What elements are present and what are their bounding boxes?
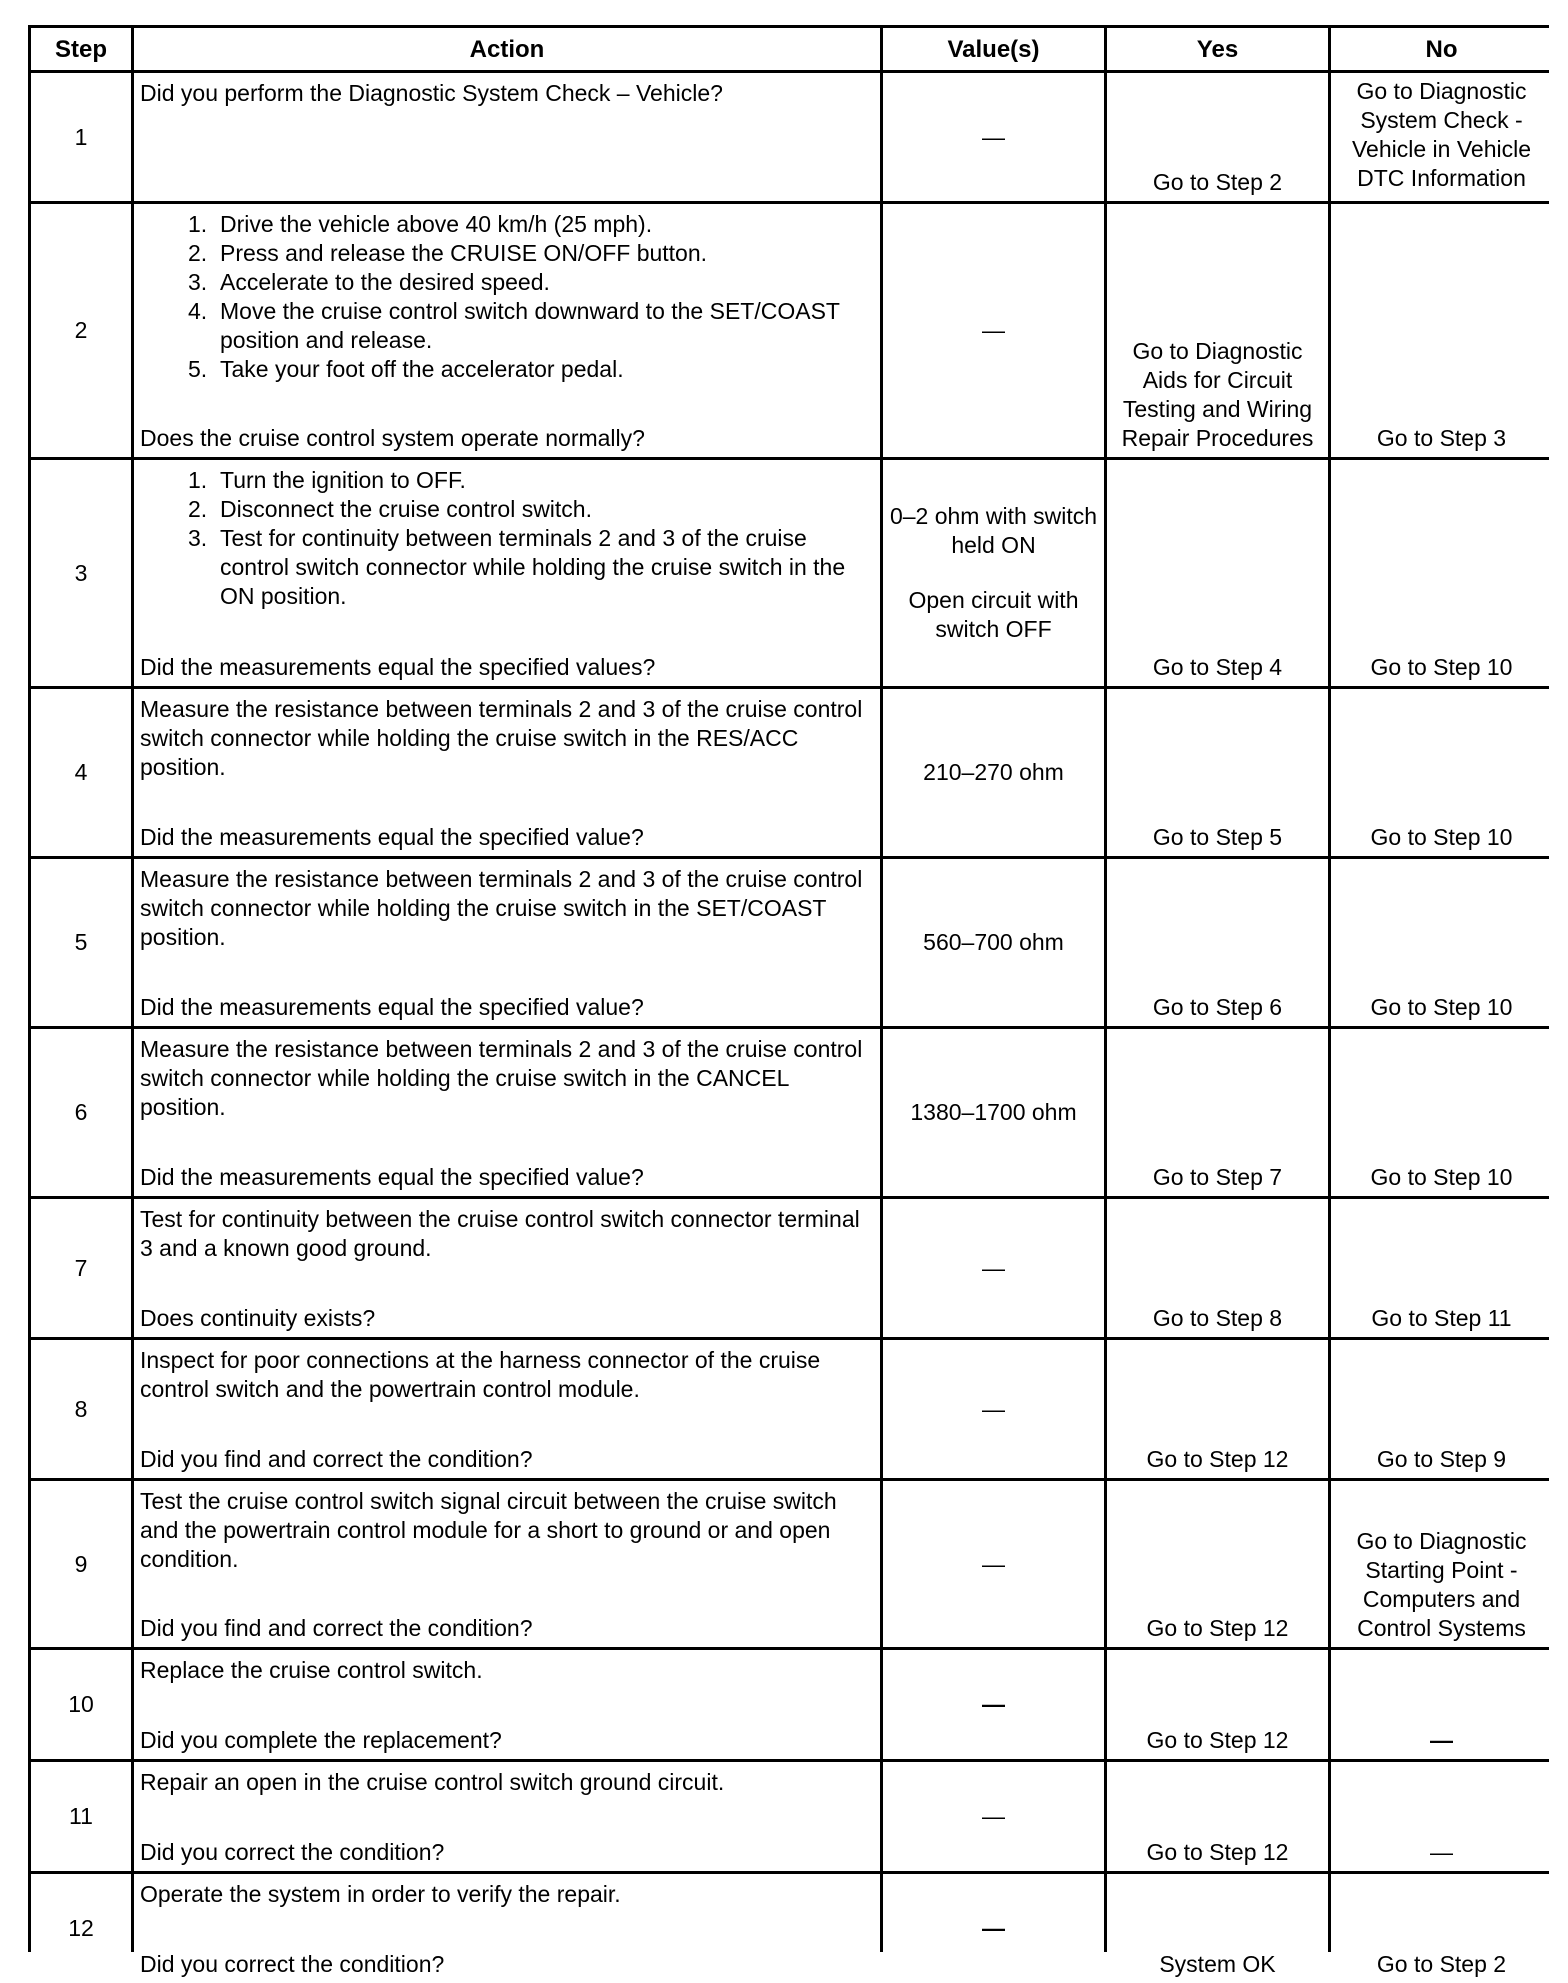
action-cell: [134, 1199, 880, 1337]
diagnostic-table: [28, 25, 1549, 1977]
yes-cell: [1107, 1340, 1328, 1478]
yes-text: System OK: [1159, 1951, 1276, 1977]
action-cell: [134, 1029, 880, 1196]
header-action: Action: [134, 28, 880, 70]
action-text: Replace the cruise control switch.: [140, 1657, 483, 1683]
yes-text: Go to Step 12: [1146, 1839, 1289, 1865]
action-question: Does continuity exists?: [140, 1305, 376, 1331]
action-question: Did the measurements equal the specified value?: [140, 824, 644, 850]
value-text: —: [982, 123, 1005, 150]
no-text: —: [1430, 1839, 1453, 1865]
yes-cell: [1107, 1650, 1328, 1759]
no-cell: [1331, 1481, 1552, 1647]
yes-text: Go to Step 4: [1152, 654, 1283, 680]
value-text: —: [982, 1550, 1005, 1577]
no-cell: [1331, 1029, 1552, 1196]
value-cell: [883, 1199, 1104, 1337]
action-text: Repair an open in the cruise control switch ground circuit.: [140, 1769, 725, 1795]
step-number: 7: [31, 1199, 131, 1337]
action-text: Test for continuity between the cruise control switch connector terminal 3 and a known good ground.: [140, 1206, 860, 1261]
action-cell: [134, 1340, 880, 1478]
no-cell: [1331, 460, 1552, 686]
value-cell: [883, 460, 1104, 686]
yes-text: Go to Step 12: [1146, 1446, 1289, 1472]
value-text: —: [982, 1915, 1005, 1941]
no-text: Go to Step 2: [1376, 1951, 1507, 1977]
value-text: —: [982, 1395, 1005, 1422]
action-text: Test the cruise control switch signal circuit between the cruise switch and the powertrain control module for a short to ground or and open condition.: [140, 1488, 837, 1572]
substep: 4. Move the cruise control switch downward to the SET/COAST position and release.: [188, 298, 840, 353]
no-cell: [1331, 73, 1552, 201]
action-cell: [134, 1481, 880, 1647]
value-text: —: [982, 1254, 1005, 1281]
value-text: —: [982, 1691, 1005, 1717]
no-text: Go to Step 9: [1376, 1446, 1507, 1472]
yes-cell: [1107, 1029, 1328, 1196]
action-question: Did you correct the condition?: [140, 1951, 445, 1977]
step-number: 11: [31, 1762, 131, 1871]
no-cell: [1331, 859, 1552, 1026]
value-cell: [883, 73, 1104, 201]
yes-cell: [1107, 1762, 1328, 1871]
substep: 1. Turn the ignition to OFF.: [188, 467, 466, 493]
action-cell: [134, 460, 880, 686]
substep: 1. Drive the vehicle above 40 km/h (25 mph).: [188, 211, 653, 237]
value-cell: [883, 689, 1104, 856]
substep: 3. Test for continuity between terminals 2 and 3 of the cruise control switch connector while holding the cruise switch in the ON position.: [188, 525, 846, 609]
step-number: 12: [31, 1874, 131, 1983]
value-text-secondary: Open circuit with switch OFF: [908, 587, 1079, 642]
header-no: No: [1331, 28, 1552, 70]
no-text: Go to Step 10: [1370, 1164, 1513, 1190]
yes-text: Go to Step 12: [1146, 1727, 1289, 1753]
step-number: 1: [31, 73, 131, 201]
yes-text: Go to Step 5: [1152, 824, 1283, 850]
yes-text: Go to Step 7: [1152, 1164, 1283, 1190]
no-cell: [1331, 1650, 1552, 1759]
value-cell: [883, 1762, 1104, 1871]
value-cell: [883, 1874, 1104, 1983]
step-number: 8: [31, 1340, 131, 1478]
action-cell: [134, 1874, 880, 1983]
action-question: Did you complete the replacement?: [140, 1727, 502, 1753]
value-text: 0–2 ohm with switch held ON: [889, 503, 1098, 558]
substep: 2. Disconnect the cruise control switch.: [188, 496, 592, 522]
value-text: 210–270 ohm: [923, 759, 1064, 785]
step-number: 10: [31, 1650, 131, 1759]
action-text: Measure the resistance between terminals 2 and 3 of the cruise control switch connector while holding the cruise switch in the RES/ACC position.: [140, 696, 863, 780]
no-text: Go to Step 10: [1370, 824, 1513, 850]
yes-cell: [1107, 1481, 1328, 1647]
yes-cell: [1107, 460, 1328, 686]
no-cell: [1331, 1874, 1552, 1983]
action-question: Did the measurements equal the specified value?: [140, 994, 644, 1020]
action-question: Did you correct the condition?: [140, 1839, 445, 1865]
value-text: —: [982, 317, 1005, 343]
value-cell: [883, 1029, 1104, 1196]
action-question: Did you find and correct the condition?: [140, 1615, 533, 1641]
step-number: 5: [31, 859, 131, 1026]
value-cell: [883, 1650, 1104, 1759]
yes-text: Go to Step 8: [1152, 1305, 1283, 1331]
action-text: Did you perform the Diagnostic System Check – Vehicle?: [140, 80, 723, 106]
value-cell: [883, 1340, 1104, 1478]
step-number: 9: [31, 1481, 131, 1647]
step-number: 6: [31, 1029, 131, 1196]
no-cell: [1331, 1199, 1552, 1337]
no-cell: [1331, 1762, 1552, 1871]
value-cell: [883, 204, 1104, 457]
value-text: 1380–1700 ohm: [910, 1099, 1077, 1125]
no-text: Go to Step 10: [1370, 994, 1513, 1020]
value-text: 560–700 ohm: [923, 929, 1064, 955]
no-text: —: [1430, 1727, 1453, 1753]
action-text: Measure the resistance between terminals 2 and 3 of the cruise control switch connector while holding the cruise switch in the CANCEL position.: [140, 1036, 863, 1120]
action-cell: [134, 73, 880, 201]
yes-text: Go to Step 2: [1152, 169, 1283, 195]
yes-cell: [1107, 73, 1328, 201]
action-cell: [134, 859, 880, 1026]
action-question: Did you find and correct the condition?: [140, 1446, 533, 1472]
no-text: Go to Diagnostic System Check - Vehicle in Vehicle DTC Information: [1351, 78, 1531, 191]
action-question: Does the cruise control system operate normally?: [140, 425, 645, 451]
no-text: Go to Diagnostic Starting Point - Computers and Control Systems: [1356, 1528, 1527, 1641]
action-cell: [134, 1650, 880, 1759]
no-text: Go to Step 3: [1376, 425, 1507, 451]
yes-text: Go to Diagnostic Aids for Circuit Testing and Wiring Repair Procedures: [1121, 338, 1314, 451]
yes-cell: [1107, 859, 1328, 1026]
yes-cell: [1107, 204, 1328, 457]
action-cell: [134, 1762, 880, 1871]
action-question: Did the measurements equal the specified value?: [140, 1164, 644, 1190]
yes-text: Go to Step 12: [1146, 1615, 1289, 1641]
yes-cell: [1107, 689, 1328, 856]
step-number: 3: [31, 460, 131, 686]
yes-cell: [1107, 1199, 1328, 1337]
yes-cell: [1107, 1874, 1328, 1983]
no-text: Go to Step 10: [1370, 654, 1513, 680]
action-text: Operate the system in order to verify the repair.: [140, 1881, 621, 1907]
substep-list: [140, 466, 874, 611]
value-text: —: [982, 1803, 1005, 1829]
value-cell: [883, 1481, 1104, 1647]
header-yes: Yes: [1107, 28, 1328, 70]
no-cell: [1331, 1340, 1552, 1478]
action-cell: [134, 689, 880, 856]
substep: 5. Take your foot off the accelerator pedal.: [188, 356, 624, 382]
action-cell: [134, 204, 880, 457]
yes-text: Go to Step 6: [1152, 994, 1283, 1020]
step-number: 4: [31, 689, 131, 856]
no-text: Go to Step 11: [1371, 1305, 1512, 1331]
action-question: Did the measurements equal the specified values?: [140, 654, 656, 680]
substep-list: [140, 210, 874, 384]
header-values: Value(s): [883, 28, 1104, 70]
substep: 3. Accelerate to the desired speed.: [188, 269, 550, 295]
value-cell: [883, 859, 1104, 1026]
header-step: Step: [31, 28, 131, 70]
action-text: Inspect for poor connections at the harness connector of the cruise control switch and the powertrain control module.: [140, 1347, 821, 1402]
action-text: Measure the resistance between terminals 2 and 3 of the cruise control switch connector while holding the cruise switch in the SET/COAST position.: [140, 866, 863, 950]
substep: 2. Press and release the CRUISE ON/OFF button.: [188, 240, 708, 266]
no-cell: [1331, 689, 1552, 856]
step-number: 2: [31, 204, 131, 457]
no-cell: [1331, 204, 1552, 457]
